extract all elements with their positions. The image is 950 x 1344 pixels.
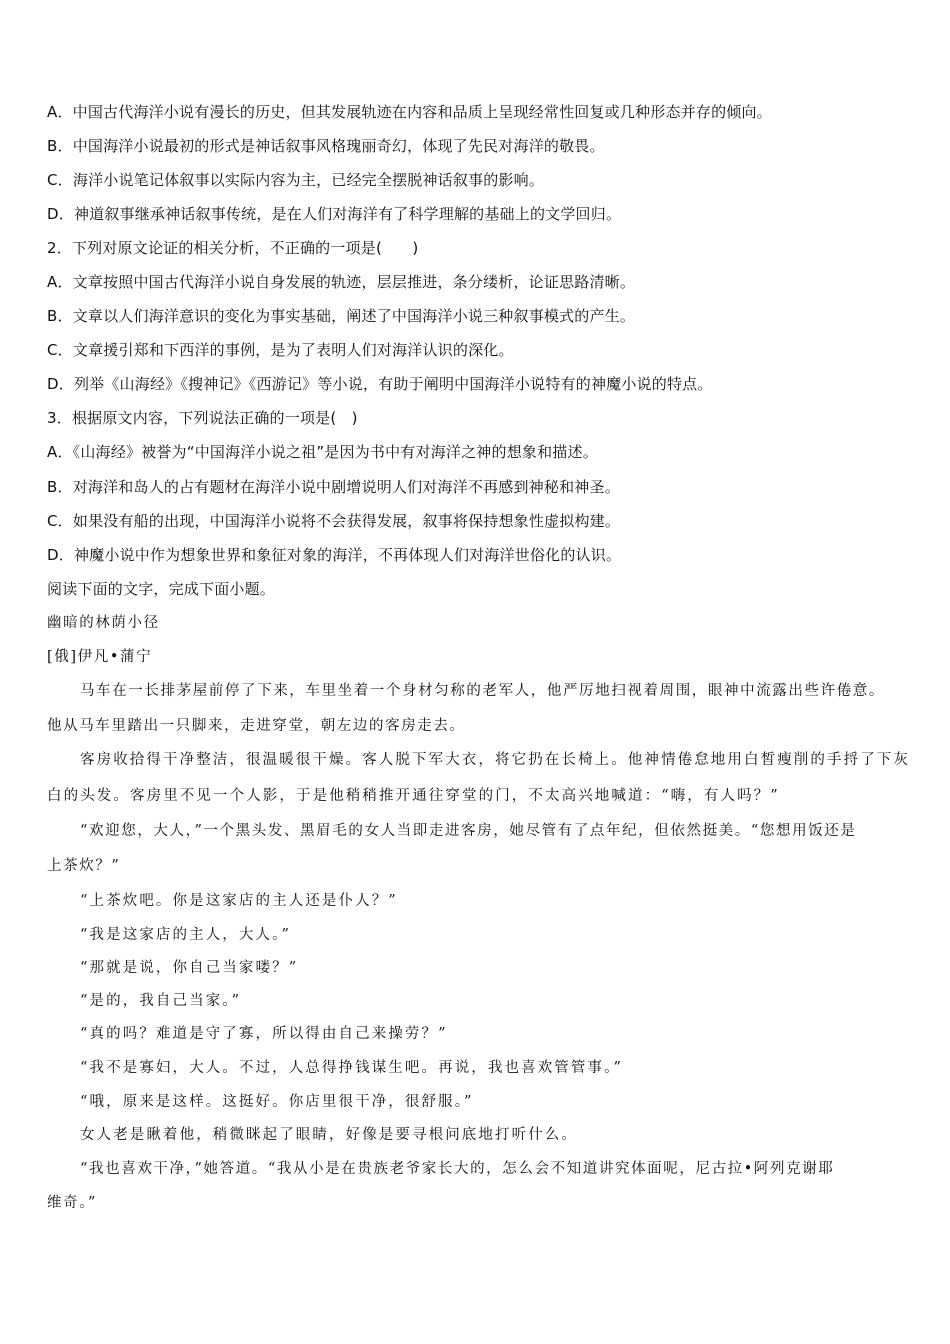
story-line: “那就是说，你自己当家喽？”	[80, 960, 299, 976]
story-line: “我是这家店的主人，大人。”	[80, 927, 291, 943]
story-title: 幽暗的林荫小径	[47, 615, 160, 631]
q2-option-c: C．文章援引郑和下西洋的事例，是为了表明人们对海洋认识的深化。	[47, 341, 514, 359]
q2-option-d: D．列举《山海经》《搜神记》《西游记》等小说，有助于阐明中国海洋小说特有的神魔小说的特点。	[47, 375, 713, 393]
q3-option-b: B．对海洋和岛人的占有题材在海洋小说中剧增说明人们对海洋不再感到神秘和神圣。	[47, 478, 620, 496]
q3-option-a: A．《山海经》被誉为“中国海洋小说之祖”是因为书中有对海洋之神的想象和描述。	[47, 443, 598, 461]
story-line: “哦，原来是这样。这挺好。你店里很干净，很舒服。”	[80, 1094, 474, 1110]
q3-option-c: C．如果没有船的出现，中国海洋小说将不会获得发展，叙事将保持想象性虚拟构建。	[47, 512, 621, 530]
story-line: 白的头发。客房里不见一个人影，于是他稍稍推开通往穿堂的门，不太高兴地喊道：“嗨，有人吗？”	[47, 788, 780, 804]
story-line: “上茶炊吧。你是这家店的主人还是仆人？”	[80, 893, 398, 909]
story-author: [俄]伊凡•蒲宁	[47, 649, 153, 665]
story-line: 上茶炊？”	[47, 858, 121, 874]
reading-instruction: 阅读下面的文字，完成下面小题。	[47, 580, 276, 598]
q3-option-d: D．神魔小说中作为想象世界和象征对象的海洋，不再体现人们对海洋世俗化的认识。	[47, 546, 622, 564]
story-line: 他从马车里踏出一只脚来，走进穿堂，朝左边的客房走去。	[47, 718, 466, 734]
story-line: 客房收拾得干净整洁，很温暖很干燥。客人脱下军大衣，将它扔在长椅上。他神情倦怠地用白皙瘦削的手捋了下灰	[80, 752, 910, 768]
story-line: “我不是寡妇，大人。不过，人总得挣钱谋生吧。再说，我也喜欢管管事。”	[80, 1060, 623, 1076]
q2-option-a: A．文章按照中国古代海洋小说自身发展的轨迹，层层推进，条分缕析，论证思路清晰。	[47, 273, 636, 291]
q1-option-d: D．神道叙事继承神话叙事传统，是在人们对海洋有了科学理解的基础上的文学回归。	[47, 205, 622, 223]
story-line: “我也喜欢干净，”她答道。“我从小是在贵族老爷家长大的，怎么会不知道讲究体面呢，尼古拉•阿列克谢耶	[80, 1161, 835, 1177]
q1-option-a: A．中国古代海洋小说有漫长的历史，但其发展轨迹在内容和品质上呈现经常性回复或几种形态并存的倾向。	[47, 103, 772, 121]
q3-stem: 3．根据原文内容，下列说法正确的一项是( )	[47, 409, 358, 427]
q1-option-c: C．海洋小说笔记体叙事以实际内容为主，已经完全摆脱神话叙事的影响。	[47, 171, 545, 189]
story-line: “真的吗？难道是守了寡，所以得由自己来操劳？”	[80, 1026, 448, 1042]
story-line: 女人老是瞅着他，稍微眯起了眼睛，好像是要寻根问底地打听什么。	[80, 1127, 578, 1143]
q2-option-b: B．文章以人们海洋意识的变化为事实基础，阐述了中国海洋小说三种叙事模式的产生。	[47, 307, 636, 325]
q2-stem: 2．下列对原文论证的相关分析，不正确的一项是( )	[47, 239, 419, 257]
story-line: 维奇。”	[47, 1195, 98, 1211]
q1-option-b: B．中国海洋小说最初的形式是神话叙事风格瑰丽奇幻，体现了先民对海洋的敬畏。	[47, 137, 605, 155]
story-line: “是的，我自己当家。”	[80, 993, 242, 1009]
story-line: “欢迎您，大人，”一个黑头发、黑眉毛的女人当即走进客房，她尽管有了点年纪，但依然挺美。“您想用饭还是	[80, 823, 857, 839]
story-line: 马车在一长排茅屋前停了下来，车里坐着一个身材匀称的老军人，他严厉地扫视着周围，眼神中流露出些许倦意。	[80, 683, 885, 699]
